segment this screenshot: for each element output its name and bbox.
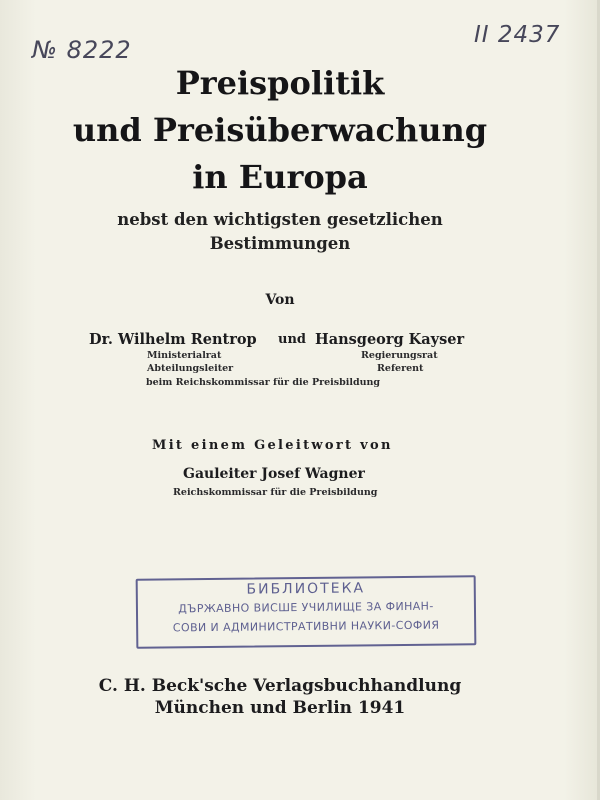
foreword-intro: Mit einem Geleitwort von bbox=[152, 438, 393, 453]
author-name-kayser: Hansgeorg Kayser bbox=[315, 331, 465, 348]
publisher-name: C. H. Beck'sche Verlagsbuchhandlung bbox=[98, 676, 462, 696]
subtitle-line-1: nebst den wichtigsten gesetzlichen bbox=[117, 210, 443, 229]
author-role-kayser-1: Regierungsrat bbox=[361, 350, 438, 361]
stamp-line-1: БИБЛИОТЕКА bbox=[246, 580, 366, 598]
subtitle-line-2: Bestimmungen bbox=[209, 234, 351, 253]
author-conjunction: und bbox=[278, 332, 306, 347]
title-line-2: und Preisüberwachung bbox=[72, 111, 488, 149]
title-line-3: in Europa bbox=[192, 158, 368, 196]
author-role-rentrop-2: Abteilungsleiter bbox=[147, 363, 234, 374]
stamp-line-2: ДЪРЖАВНО ВИСШЕ УЧИЛИЩЕ ЗА ФИНАН- bbox=[178, 599, 434, 616]
publisher-place-year: München und Berlin 1941 bbox=[154, 698, 406, 718]
author-role-rentrop-1: Ministerialrat bbox=[147, 350, 222, 361]
handwritten-catalog-number: № 8222 bbox=[32, 36, 132, 64]
foreword-author-name: Gauleiter Josef Wagner bbox=[183, 466, 365, 482]
author-name-rentrop: Dr. Wilhelm Rentrop bbox=[89, 331, 257, 348]
stamp-line-3: СОВИ И АДМИНИСТРАТИВНИ НАУКИ-СОФИЯ bbox=[172, 618, 440, 635]
author-affiliation: beim Reichskommissar für die Preisbildung bbox=[146, 377, 381, 388]
byline: Von bbox=[265, 292, 295, 308]
author-role-kayser-2: Referent bbox=[377, 363, 424, 374]
foreword-author-role: Reichskommissar für die Preisbildung bbox=[173, 487, 378, 498]
library-stamp bbox=[136, 575, 477, 649]
title-line-1: Preispolitik bbox=[175, 64, 385, 102]
handwritten-shelf-mark: II 2437 bbox=[474, 22, 561, 48]
